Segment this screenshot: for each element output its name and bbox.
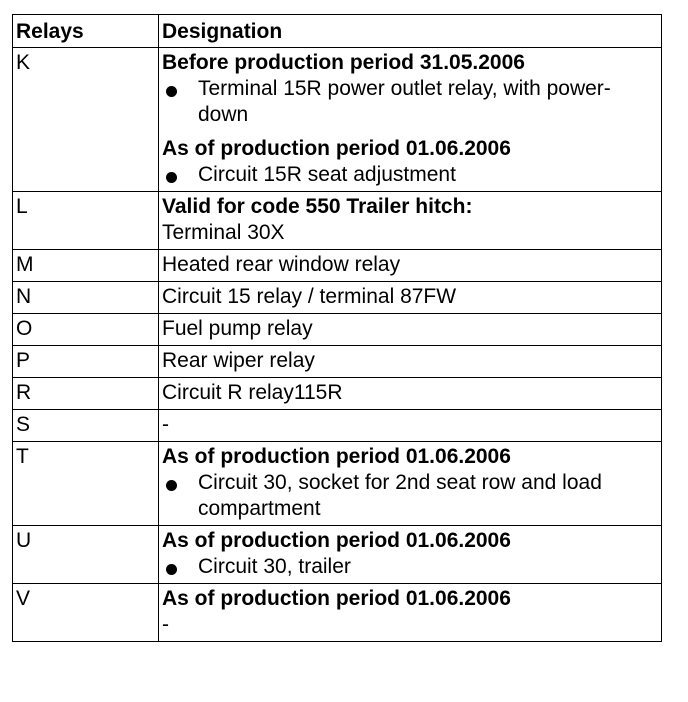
bullet-list [162,554,657,580]
designation-text: Heated rear window relay [162,253,401,276]
designation-text: Circuit R relay115R [162,381,343,404]
table-row [13,282,662,314]
bullet-list [162,162,657,188]
relays-table [12,14,662,642]
table-header-row [13,15,662,48]
relay-code-cell: L [13,192,159,250]
bullet-item [162,162,657,188]
designation-cell [159,526,662,584]
relay-code-cell: U [13,526,159,584]
designation-block [162,316,657,342]
designation-block [162,380,657,406]
table-row [13,442,662,526]
designation-heading: As of production period 01.06.2006 [162,137,511,160]
designation-heading: Before production period 31.05.2006 [162,51,525,74]
relay-code-cell: O [13,314,159,346]
designation-block [162,528,657,580]
designation-cell [159,346,662,378]
table-row [13,192,662,250]
bullet-item [162,470,657,522]
designation-block [162,444,657,522]
designation-block [162,194,657,246]
table-row [13,314,662,346]
relay-code-cell: K [13,48,159,192]
designation-block [162,136,657,188]
relay-code-cell: V [13,584,159,642]
table-row [13,250,662,282]
designation-block [162,412,657,438]
designation-block [162,586,657,638]
bullet-list [162,470,657,522]
table-row [13,378,662,410]
bullet-dot-icon [166,564,177,575]
designation-cell [159,282,662,314]
designation-cell [159,378,662,410]
designation-heading: As of production period 01.06.2006 [162,445,511,468]
bullet-text: Terminal 15R power outlet relay, with power-down [198,77,611,126]
designation-text: Terminal 30X [162,221,285,244]
designation-text: Circuit 15 relay / terminal 87FW [162,285,457,308]
table-row [13,410,662,442]
relay-code-cell: P [13,346,159,378]
relay-code-cell: R [13,378,159,410]
bullet-dot-icon [166,172,177,183]
designation-block [162,348,657,374]
header-relays: Relays [13,15,159,48]
relay-code-cell: T [13,442,159,526]
bullet-text: Circuit 15R seat adjustment [198,163,456,186]
designation-cell [159,192,662,250]
designation-block [162,284,657,310]
designation-cell [159,410,662,442]
designation-cell [159,314,662,346]
designation-text: - [162,413,169,436]
designation-heading: As of production period 01.06.2006 [162,529,511,552]
designation-text: Fuel pump relay [162,317,313,340]
designation-heading: As of production period 01.06.2006 [162,587,511,610]
header-designation: Designation [159,15,662,48]
bullet-list [162,76,657,128]
table-row [13,48,662,192]
bullet-text: Circuit 30, trailer [198,555,351,578]
designation-text: - [162,613,169,636]
table-row [13,526,662,584]
table-row [13,346,662,378]
bullet-dot-icon [166,86,177,97]
relay-code-cell: S [13,410,159,442]
designation-block [162,252,657,278]
designation-cell [159,48,662,192]
designation-heading: Valid for code 550 Trailer hitch: [162,195,473,218]
designation-cell [159,442,662,526]
bullet-text: Circuit 30, socket for 2nd seat row and load compartment [198,471,602,520]
bullet-dot-icon [166,480,177,491]
relay-code-cell: M [13,250,159,282]
bullet-item [162,76,657,128]
designation-block [162,50,657,128]
relay-code-cell: N [13,282,159,314]
designation-cell [159,584,662,642]
designation-cell [159,250,662,282]
relay-rows [13,48,662,642]
bullet-item [162,554,657,580]
table-row [13,584,662,642]
designation-text: Rear wiper relay [162,349,315,372]
